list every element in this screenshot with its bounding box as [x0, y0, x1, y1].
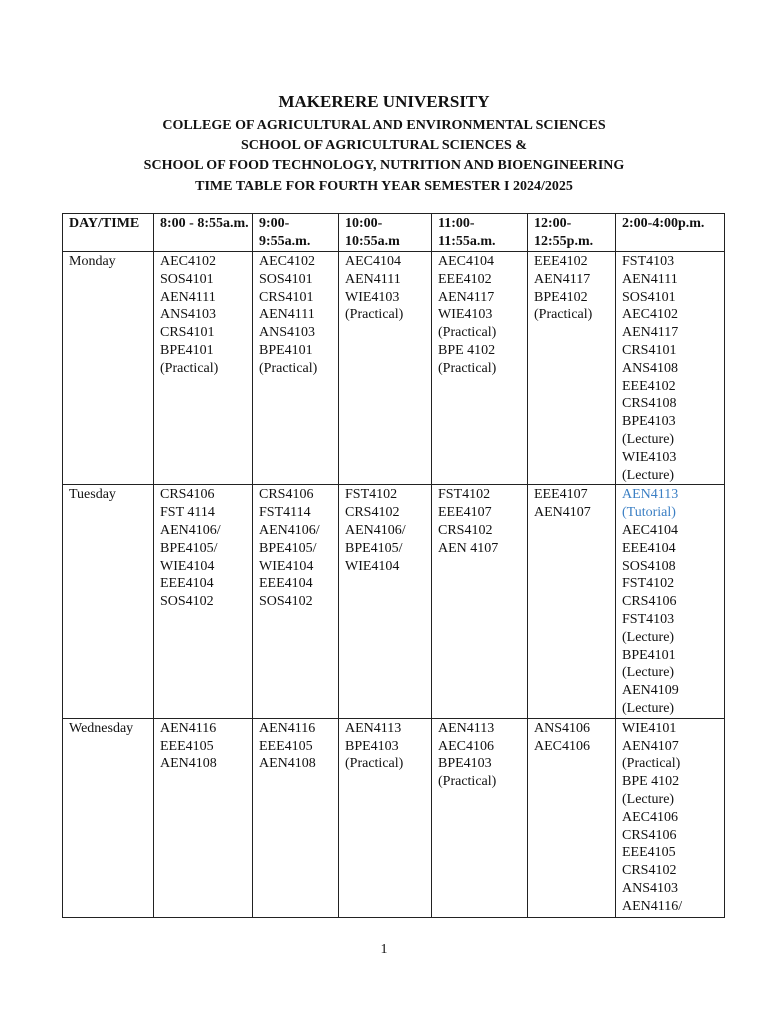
course-entry: SOS4108 — [622, 558, 676, 574]
course-entry: AEN4107 — [534, 505, 591, 521]
course-entry: AEN4106/ — [259, 522, 320, 538]
course-entry: BPE 4102 — [438, 342, 496, 358]
course-entry: EEE4102 — [438, 271, 492, 287]
course-entry: BPE4101 — [160, 342, 214, 358]
course-entry: AEN4111 — [622, 271, 678, 287]
course-entry: AEC4102 — [622, 307, 678, 323]
course-entry: (Practical) — [438, 774, 497, 790]
course-entry: WIE4103 — [438, 307, 493, 323]
course-entry: BPE4101 — [259, 342, 313, 358]
timetable-cell — [154, 718, 253, 917]
course-entry: CRS4102 — [345, 505, 400, 521]
course-entry: BPE4105/ — [160, 540, 218, 556]
course-entry: EEE4105 — [622, 845, 676, 861]
timetable-cell — [616, 252, 725, 485]
course-entry: CRS4101 — [259, 289, 314, 305]
course-entry: AEC4106 — [622, 809, 678, 825]
course-entry: AEC4106 — [438, 738, 494, 754]
course-entry: FST4102 — [345, 487, 398, 503]
school-name-2: SCHOOL OF FOOD TECHNOLOGY, NUTRITION AND BIOENGINEERING — [143, 158, 625, 173]
course-entry: WIE4101 — [622, 720, 677, 736]
timetable-cell — [528, 485, 616, 718]
course-entry: EEE4105 — [160, 738, 214, 754]
course-entry: (Lecture) — [622, 700, 675, 716]
course-entry: CRS4106 — [259, 487, 314, 503]
day-cell: Monday — [63, 252, 154, 485]
header-row — [63, 214, 725, 252]
course-entry: (Lecture) — [622, 467, 675, 483]
course-entry: (Practical) — [534, 307, 593, 323]
timetable-cell — [253, 485, 339, 718]
course-entry: EEE4102 — [622, 378, 676, 394]
school-name-1: SCHOOL OF AGRICULTURAL SCIENCES & — [240, 138, 528, 153]
course-entry: WIE4104 — [160, 558, 215, 574]
course-entry: BPE 4102 — [622, 774, 680, 790]
timetable-cell — [253, 718, 339, 917]
course-entry: CRS4102 — [622, 863, 677, 879]
course-entry: ANS4103 — [259, 325, 316, 341]
course-entry: AEC4102 — [160, 254, 216, 269]
course-entry: AEN4109 — [622, 683, 679, 699]
table-row — [63, 485, 725, 718]
course-entry: SOS4101 — [259, 271, 313, 287]
course-entry: (Practical) — [438, 360, 497, 376]
course-entry: ANS4108 — [622, 360, 679, 376]
page-number: 1 — [380, 942, 388, 957]
course-entry: WIE4103 — [345, 289, 400, 305]
course-entry: AEN4117 — [438, 289, 495, 305]
column-header: 9:00- 9:55a.m. — [253, 214, 339, 252]
course-entry: AEN4108 — [259, 756, 316, 772]
course-entry: AEC4102 — [259, 254, 315, 269]
course-entry: AEN4111 — [160, 289, 216, 305]
column-header: DAY/TIME — [63, 214, 154, 252]
timetable-cell — [432, 718, 528, 917]
course-entry: EEE4104 — [259, 576, 313, 592]
course-entry: BPE4103 — [438, 756, 492, 772]
table-row — [63, 718, 725, 917]
course-entry: SOS4102 — [160, 594, 214, 610]
course-entry: AEN 4107 — [438, 540, 499, 556]
course-entry: FST4114 — [259, 505, 311, 521]
course-entry: FST 4114 — [160, 505, 215, 521]
timetable-cell — [154, 485, 253, 718]
timetable-cell — [616, 718, 725, 917]
course-entry: EEE4104 — [160, 576, 214, 592]
course-entry: FST4103 — [622, 611, 675, 627]
course-entry: (Tutorial) — [622, 505, 676, 521]
course-entry: AEN4108 — [160, 756, 217, 772]
timetable-title: TIME TABLE FOR FOURTH YEAR SEMESTER I 2024/2025 — [195, 179, 573, 194]
course-entry: AEN4113 — [622, 487, 679, 503]
university-title: MAKERERE UNIVERSITY — [278, 92, 490, 111]
course-entry: (Practical) — [438, 325, 497, 341]
column-header: 12:00- 12:55p.m. — [528, 214, 616, 252]
course-entry: EEE4104 — [622, 540, 676, 556]
timetable-cell — [528, 718, 616, 917]
course-entry: AEN4113 — [438, 720, 495, 736]
course-entry: AEC4104 — [622, 522, 678, 538]
course-entry: (Lecture) — [622, 665, 675, 681]
course-entry: ANS4103 — [622, 880, 679, 896]
course-entry: EEE4107 — [534, 487, 588, 503]
course-entry: FST4103 — [622, 254, 675, 269]
course-entry: SOS4101 — [160, 271, 214, 287]
course-entry: AEN4106/ — [345, 522, 406, 538]
course-entry: ANS4106 — [534, 720, 591, 736]
course-entry: AEN4117 — [622, 325, 679, 341]
course-entry: (Lecture) — [622, 629, 675, 645]
course-entry: AEN4116 — [259, 720, 316, 736]
course-entry: EEE4102 — [534, 254, 588, 269]
course-entry: FST4102 — [438, 487, 491, 503]
course-entry: BPE4105/ — [345, 540, 403, 556]
course-entry: CRS4101 — [622, 342, 677, 358]
timetable — [62, 213, 725, 918]
course-entry: ANS4103 — [160, 307, 217, 323]
timetable-cell — [616, 485, 725, 718]
course-entry: (Practical) — [622, 756, 681, 772]
column-header: 10:00- 10:55a.m — [339, 214, 432, 252]
course-entry: AEN4106/ — [160, 522, 221, 538]
course-entry: CRS4102 — [438, 522, 493, 538]
course-entry: SOS4101 — [622, 289, 676, 305]
course-entry: BPE4103 — [622, 414, 676, 430]
course-entry: CRS4101 — [160, 325, 215, 341]
course-entry: AEN4107 — [622, 738, 679, 754]
course-entry: BPE4105/ — [259, 540, 317, 556]
course-entry: (Practical) — [345, 756, 404, 772]
course-entry: (Practical) — [345, 307, 404, 323]
day-cell: Wednesday — [63, 718, 154, 917]
course-entry: AEN4117 — [534, 271, 591, 287]
course-entry: BPE4101 — [622, 647, 676, 663]
course-entry: FST4102 — [622, 576, 675, 592]
table-row — [63, 252, 725, 485]
timetable-cell — [339, 718, 432, 917]
course-entry: AEN4116 — [160, 720, 217, 736]
course-entry: AEN4116/ — [622, 898, 683, 914]
course-entry: AEN4111 — [259, 307, 315, 323]
course-entry: AEC4106 — [534, 738, 590, 754]
course-entry: AEC4104 — [438, 254, 494, 269]
course-entry: BPE4103 — [345, 738, 399, 754]
course-entry: WIE4104 — [345, 558, 400, 574]
course-entry: AEN4113 — [345, 720, 402, 736]
course-entry: AEC4104 — [345, 254, 401, 269]
course-entry: CRS4106 — [160, 487, 215, 503]
column-header: 8:00 - 8:55a.m. — [154, 214, 253, 252]
column-header: 2:00-4:00p.m. — [616, 214, 725, 252]
college-name: COLLEGE OF AGRICULTURAL AND ENVIRONMENTAL SCIENCES — [162, 118, 606, 133]
course-entry: CRS4106 — [622, 827, 677, 843]
course-entry: EEE4107 — [438, 505, 492, 521]
timetable-cell — [154, 252, 253, 485]
course-entry: WIE4103 — [622, 449, 677, 465]
timetable-cell — [432, 485, 528, 718]
course-entry: EEE4105 — [259, 738, 313, 754]
timetable-cell — [528, 252, 616, 485]
timetable-cell — [253, 252, 339, 485]
course-entry: (Lecture) — [622, 791, 675, 807]
course-entry: AEN4111 — [345, 271, 401, 287]
timetable-cell — [432, 252, 528, 485]
day-cell: Tuesday — [63, 485, 154, 718]
column-header: 11:00- 11:55a.m. — [432, 214, 528, 252]
course-entry: CRS4108 — [622, 396, 677, 412]
course-entry: WIE4104 — [259, 558, 314, 574]
course-entry: CRS4106 — [622, 594, 677, 610]
course-entry: (Practical) — [259, 360, 318, 376]
timetable-cell — [339, 252, 432, 485]
course-entry: (Practical) — [160, 360, 219, 376]
course-entry: SOS4102 — [259, 594, 313, 610]
course-entry: BPE4102 — [534, 289, 588, 305]
timetable-cell — [339, 485, 432, 718]
course-entry: (Lecture) — [622, 431, 675, 447]
